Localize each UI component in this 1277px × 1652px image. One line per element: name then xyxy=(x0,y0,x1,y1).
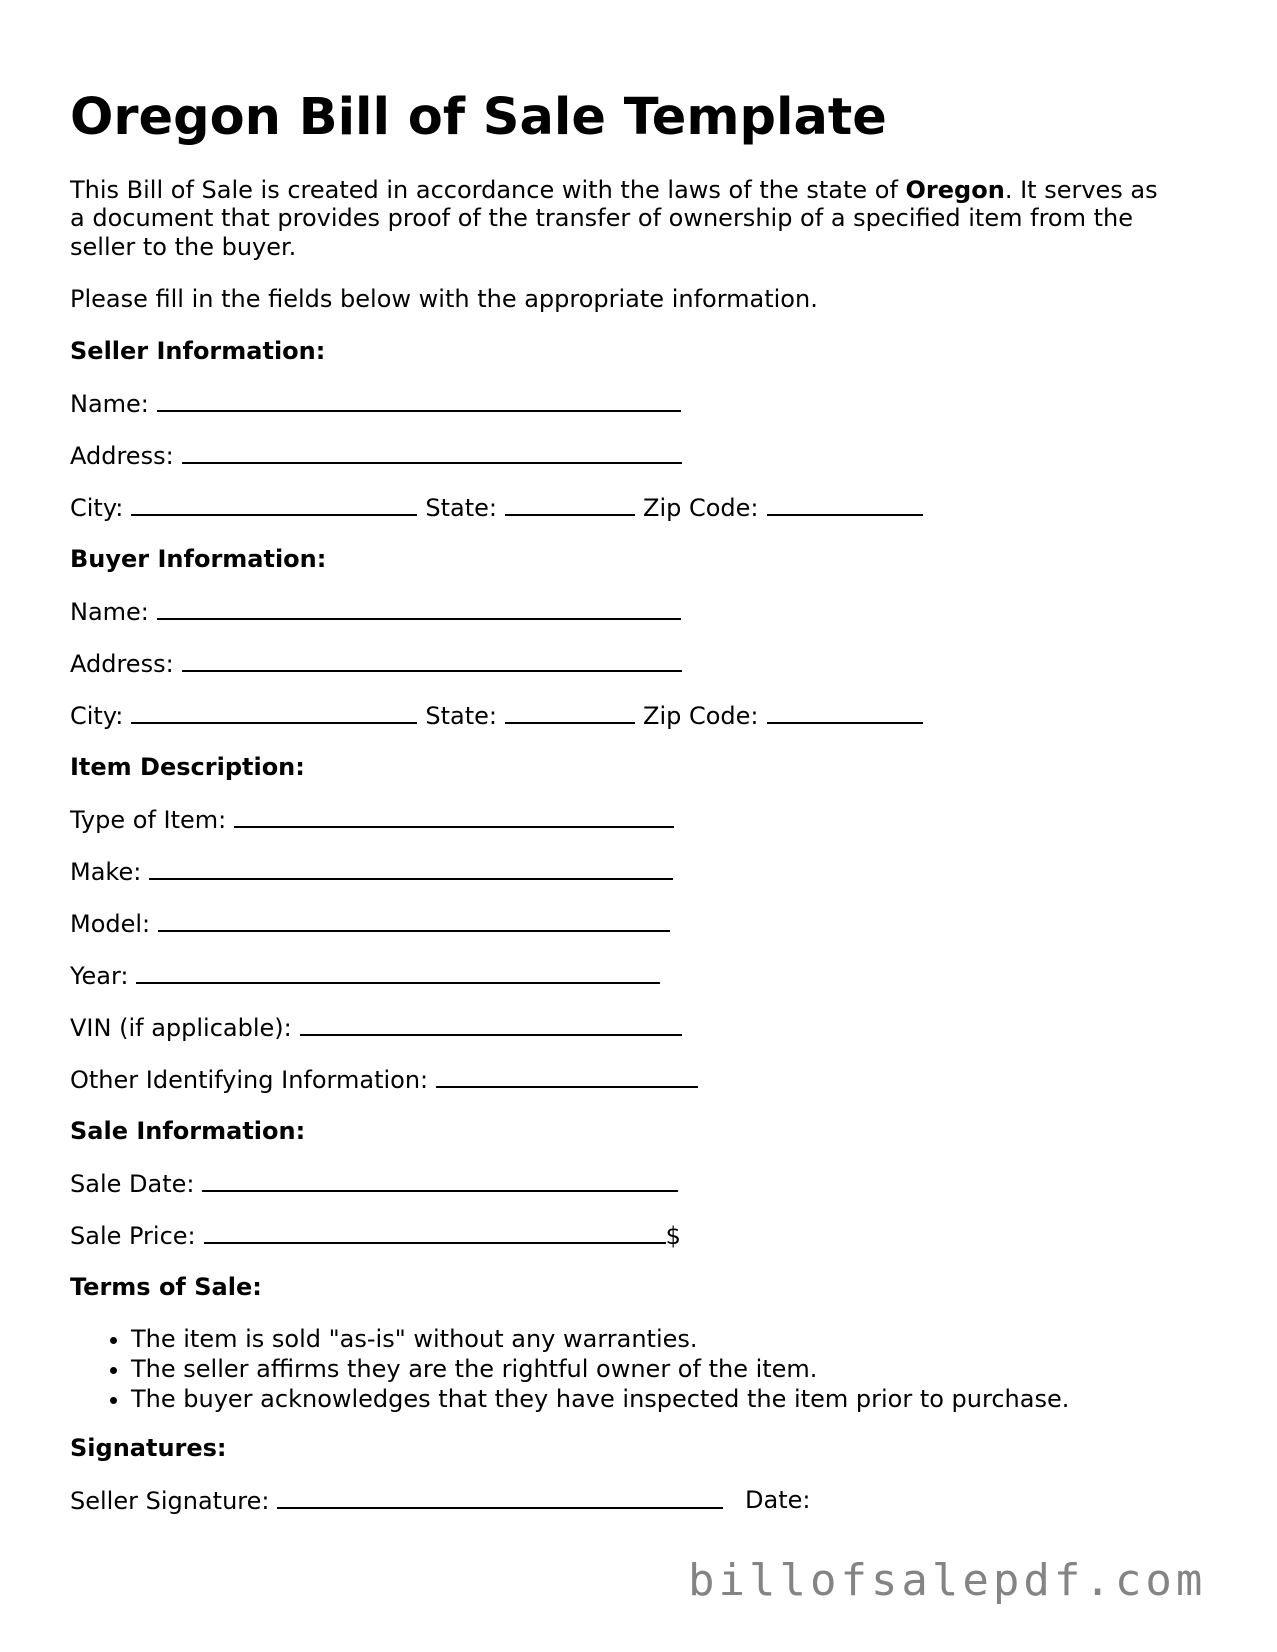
item-make-row xyxy=(70,856,681,887)
buyer-state-label: State: xyxy=(425,702,498,730)
seller-heading: Seller Information: xyxy=(70,337,326,365)
seller-name-row xyxy=(70,388,689,419)
seller-state-label: State: xyxy=(425,494,498,522)
sale-date-label: Sale Date: xyxy=(70,1170,195,1198)
seller-zip-label: Zip Code: xyxy=(643,494,759,522)
instruction-text: Please fill in the fields below with the appropriate information. xyxy=(70,285,818,313)
terms-item: • The seller affirms they are the rightful owner of the item. xyxy=(131,1354,1069,1384)
terms-item: • The buyer acknowledges that they have inspected the item prior to purchase. xyxy=(131,1384,1069,1414)
buyer-name-label: Name: xyxy=(70,598,149,626)
seller-name-label: Name: xyxy=(70,390,149,418)
intro-line-2: a document that provides proof of the transfer of ownership of a specified item from the xyxy=(70,204,1133,232)
item-other-row xyxy=(70,1064,706,1095)
seller-signature-row xyxy=(70,1485,731,1516)
seller-address-row xyxy=(70,440,690,471)
page-title: Oregon Bill of Sale Template xyxy=(70,88,887,147)
buyer-zip-label: Zip Code: xyxy=(643,702,759,730)
sale-date-field[interactable] xyxy=(202,1168,678,1192)
item-vin-field[interactable] xyxy=(300,1012,682,1036)
item-model-field[interactable] xyxy=(158,908,670,932)
sale-heading: Sale Information: xyxy=(70,1117,306,1145)
item-type-field[interactable] xyxy=(234,804,674,828)
item-type-row xyxy=(70,804,682,835)
sale-price-label: Sale Price: xyxy=(70,1222,196,1250)
buyer-address-row xyxy=(70,648,690,679)
terms-list xyxy=(70,1324,1069,1414)
sale-price-field[interactable] xyxy=(204,1220,666,1244)
seller-city-field[interactable] xyxy=(131,492,417,516)
intro-state-name: Oregon xyxy=(905,176,1005,204)
sale-price-row xyxy=(70,1220,681,1251)
signatures-heading: Signatures: xyxy=(70,1434,227,1462)
buyer-city-row xyxy=(70,700,931,731)
item-heading: Item Description: xyxy=(70,753,305,781)
buyer-name-row xyxy=(70,596,689,627)
buyer-name-field[interactable] xyxy=(157,596,681,620)
item-type-label: Type of Item: xyxy=(70,806,227,834)
seller-city-label: City: xyxy=(70,494,124,522)
item-other-label: Other Identifying Information: xyxy=(70,1066,429,1094)
terms-heading: Terms of Sale: xyxy=(70,1273,262,1301)
seller-address-field[interactable] xyxy=(182,440,682,464)
currency-symbol: $ xyxy=(665,1222,681,1250)
sale-date-row xyxy=(70,1168,686,1199)
item-make-label: Make: xyxy=(70,858,142,886)
signature-date-label: Date: xyxy=(745,1486,811,1514)
seller-city-row xyxy=(70,492,931,523)
seller-address-label: Address: xyxy=(70,442,174,470)
intro-text-pre: This Bill of Sale is created in accordance with the laws of the state of xyxy=(70,176,906,204)
item-year-row xyxy=(70,960,668,991)
buyer-address-field[interactable] xyxy=(182,648,682,672)
watermark-logo: billofsalepdf.com xyxy=(688,1555,1207,1606)
item-model-row xyxy=(70,908,678,939)
seller-zip-field[interactable] xyxy=(767,492,923,516)
item-year-label: Year: xyxy=(70,962,129,990)
buyer-address-label: Address: xyxy=(70,650,174,678)
intro-line-3: seller to the buyer. xyxy=(70,233,297,261)
buyer-heading: Buyer Information: xyxy=(70,545,327,573)
item-vin-label: VIN (if applicable): xyxy=(70,1014,292,1042)
intro-text-post: . It serves as xyxy=(1004,176,1158,204)
seller-state-field[interactable] xyxy=(505,492,635,516)
buyer-zip-field[interactable] xyxy=(767,700,923,724)
item-other-field[interactable] xyxy=(436,1064,698,1088)
terms-item: • The item is sold "as-is" without any warranties. xyxy=(131,1324,1069,1354)
seller-signature-label: Seller Signature: xyxy=(70,1487,270,1515)
seller-signature-field[interactable] xyxy=(277,1485,723,1509)
buyer-city-field[interactable] xyxy=(131,700,417,724)
item-model-label: Model: xyxy=(70,910,151,938)
intro-line-1 xyxy=(70,175,1158,205)
buyer-city-label: City: xyxy=(70,702,124,730)
item-year-field[interactable] xyxy=(136,960,660,984)
seller-name-field[interactable] xyxy=(157,388,681,412)
buyer-state-field[interactable] xyxy=(505,700,635,724)
item-make-field[interactable] xyxy=(149,856,673,880)
item-vin-row xyxy=(70,1012,690,1043)
